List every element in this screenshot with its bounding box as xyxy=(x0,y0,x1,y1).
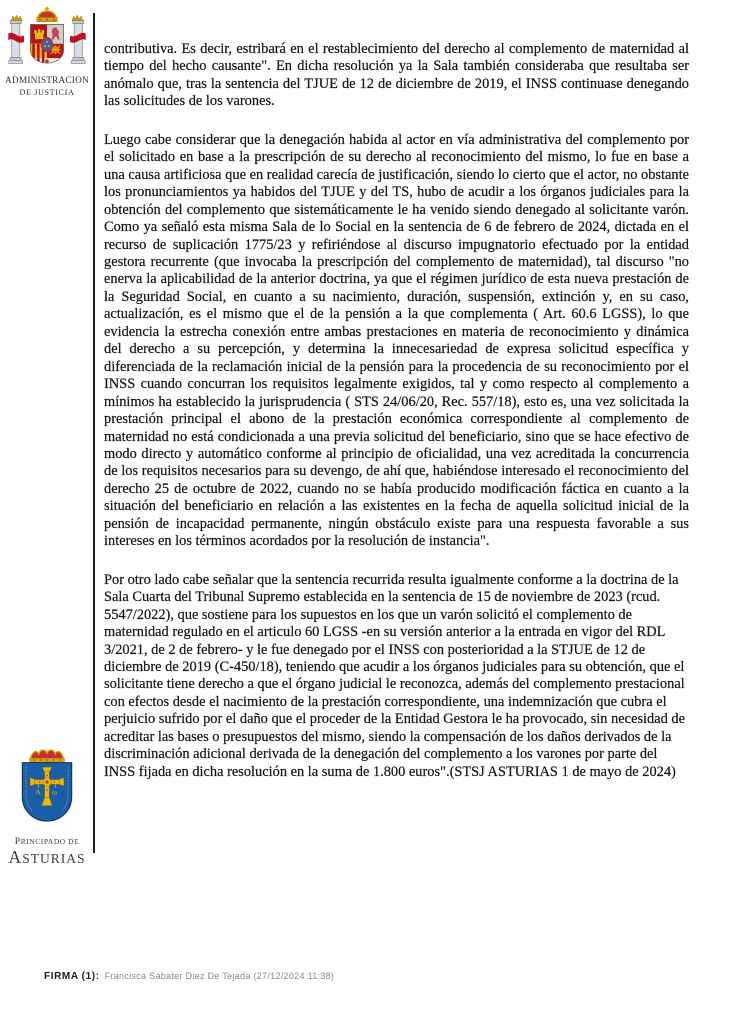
margin-separator-line xyxy=(93,13,95,853)
spain-coat-of-arms-icon xyxy=(4,6,90,76)
svg-text:Α: Α xyxy=(35,787,41,797)
signature-line xyxy=(44,966,334,984)
principado-asturias-emblem xyxy=(1,747,93,867)
emblem-caption-asturias: ASTURIAS xyxy=(8,847,86,868)
emblem-caption-de-justicia: DE JUSTICIA xyxy=(19,87,75,97)
signature-label: FIRMA (1): xyxy=(44,971,100,982)
signature-value: Francisca Sabater Diez De Tejada (27/12/2024 11:38) xyxy=(104,971,335,981)
emblem-caption-principado: PRINCIPADO DE xyxy=(14,836,80,847)
body-paragraph: Luego cabe considerar que la denegación habida al actor en vía administrativa del complemento por el solicitado en base a la prescripción de su derecho al reconocimiento del mismo, lo fue en base a una causa artificiosa que en realidad carecía de justificación, siendo lo cierto que el actor, no obstante los pronunciamientos ya habidos del TJUE y del TS, hubo de acudir a los órganos judiciales para la obtención del complemento que sistemáticamente le ha venido siendo denegado al solicitante varón. Como ya señaló esta misma Sala de lo Social en la sentencia de 6 de febrero de 2024, dictada en el recurso de suplicación 1775/23 y refiriéndose al discurso impugnatorio efectuado por la entidad gestora recurrente (que invocaba la prescripción del complemento de maternidad), tal discurso "no enerva la aplicabilidad de la anterior doctrina, ya que el régimen jurídico de esta nueva prestación de la Seguridad Social, en cuanto a su nacimiento, duración, suspensión, extinción y, en su caso, actualización, es el mismo que el de la pensión a la que complementa ( Art. 60.6 LGSS), lo que evidencia la estrecha conexión entre ambas prestaciones en materia de reconocimiento y dinámica del derecho a su percepción, y determina la innecesariedad de expresa solicitud específica y diferenciada de la reclamación inicial de la pensión para la procedencia de su reconocimiento por el INSS cuando concurran los requisitos legalmente exigidos, tal y como respecto al complemento a mínimos ha establecido la jurisprudencia ( STS 24/06/20, Rec. 557/18), esto es, una vez solicitada la prestación principal el abono de la prestación económica correspondiente al complemento de maternidad no está condicionada a una previa solicitud del beneficiario, sino que se hace efectivo de modo directo y automático conforme al principio de oficialidad, una vez acreditada la concurrencia de los requisitos necesarios para su devengo, de ahí que, habiéndose interesado el reconocimiento del derecho 25 de octubre de 2022, cuando no se había producido modificación fáctica en cuanto a la situación del beneficiario en relación a las existentes en la fecha de aquella solicitud inicial de la pensión de incapacidad permanente, ningún obstáculo existe para una respuesta favorable a sus intereses en los términos acordados por la resolución de instancia". xyxy=(104,131,689,550)
emblem-caption-administracion: ADMINISTRACION xyxy=(5,76,89,86)
admin-justicia-emblem xyxy=(1,6,93,97)
svg-text:ω: ω xyxy=(52,787,57,797)
judgment-text xyxy=(104,41,689,781)
body-paragraph: contributiva. Es decir, estribará en el restablecimiento del derecho al complemento de maternidad al tiempo del hecho causante". En dicha resolución ya la Sala también consideraba que resultaba ser anómalo que, tras la sentencia del TJUE de 12 de diciembre de 2019, el INSS continuase denegando las solicitudes de los varones. xyxy=(104,41,689,110)
asturias-coat-of-arms-icon xyxy=(15,747,79,834)
body-paragraph: Por otro lado cabe señalar que la sentencia recurrida resulta igualmente conforme a la doctrina de la Sala Cuarta del Tribunal Supremo establecida en la sentencia de 15 de noviembre de 2023 (rcud. 5547/2022), que sostiene para los supuestos en los que un varón solicitó el complemento de maternidad regulado en el articulo 60 LGSS -en su versión anterior a la entrada en vigor del RDL 3/2021, de 2 de febrero- y le fue denegado por el INSS con posterioridad a la STJUE de 12 de diciembre de 2019 (C-450/18), teniendo que acudir a los órganos judiciales para su obtención, que el solicitante tiene derecho a que el órgano judicial le reconozca, además del complemento prestacional con efectos desde el nacimiento de la prestación correspondiente, una indemnización que cubra el perjuicio sufrido por el daño que el proceder de la Entidad Gestora le ha provocado, sin necesidad de acreditar las bases o presupuestos del mismo, siendo la compensación de los daños derivados de la discriminación adicional derivada de la denegación del complemento a los varones por parte del INSS fijada en dicha resolución en la suma de 1.800 euros".(STSJ ASTURIAS 1 de mayo de 2024) xyxy=(104,571,686,780)
